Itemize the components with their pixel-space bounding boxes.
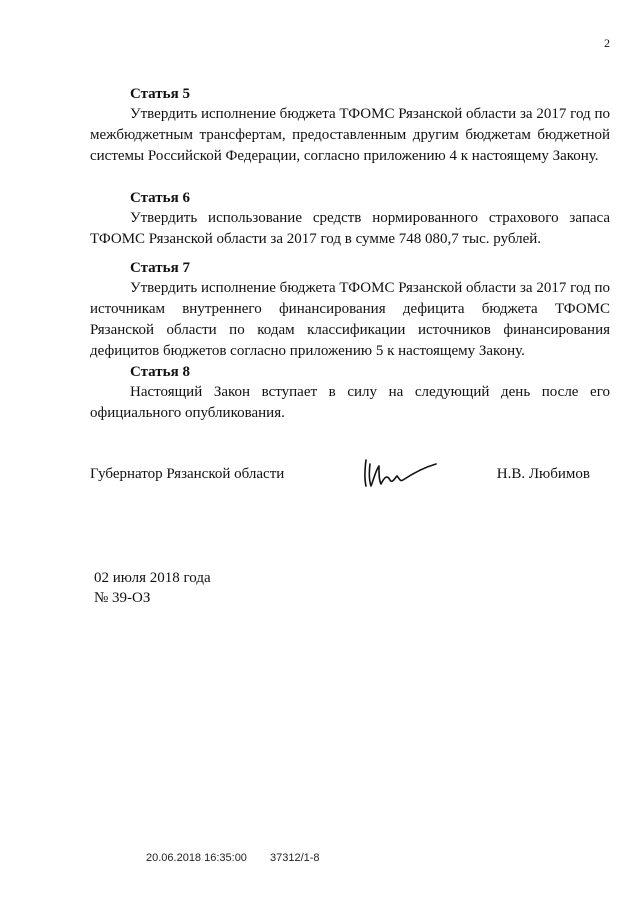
article-body: Утвердить использование средств нормированного страхового запаса ТФОМС Рязанской области за 2017 год в сумме 748 080,7 тыс. рублей.	[90, 210, 610, 247]
signature-title: Губернатор Рязанской области	[90, 466, 285, 482]
article-title: Статья 5	[130, 86, 190, 102]
handwritten-signature-icon	[360, 456, 440, 490]
footer-doc-id: 37312/1-8	[270, 852, 320, 864]
article-7	[90, 258, 610, 362]
law-number: № 39-ОЗ	[94, 590, 151, 606]
article-title: Статья 7	[130, 260, 190, 276]
article-8	[90, 362, 610, 424]
article-body: Утвердить исполнение бюджета ТФОМС Рязанской области за 2017 год по источникам внутреннего финансирования дефицита бюджета ТФОМС Рязанской области по кодам классификации источников финансирования дефицитов бюджетов согласно приложению 5 к настоящему Закону.	[90, 280, 610, 359]
article-body: Настоящий Закон вступает в силу на следующий день после его официального опубликования.	[90, 384, 610, 421]
footer-meta	[146, 852, 340, 864]
article-6	[90, 188, 610, 250]
date-block	[94, 568, 211, 608]
law-date: 02 июля 2018 года	[94, 570, 211, 586]
page-number: 2	[604, 36, 610, 50]
article-title: Статья 6	[130, 190, 190, 206]
article-5	[90, 84, 610, 167]
signature-row	[90, 464, 590, 494]
footer-timestamp: 20.06.2018 16:35:00	[146, 852, 247, 864]
signature-name: Н.В. Любимов	[496, 466, 590, 482]
article-body: Утвердить исполнение бюджета ТФОМС Рязанской области за 2017 год по межбюджетным трансфертам, предоставленным другим бюджетам бюджетной системы Российской Федерации, согласно приложению 4 к настоящему Закону.	[90, 106, 610, 164]
article-title: Статья 8	[130, 364, 190, 380]
